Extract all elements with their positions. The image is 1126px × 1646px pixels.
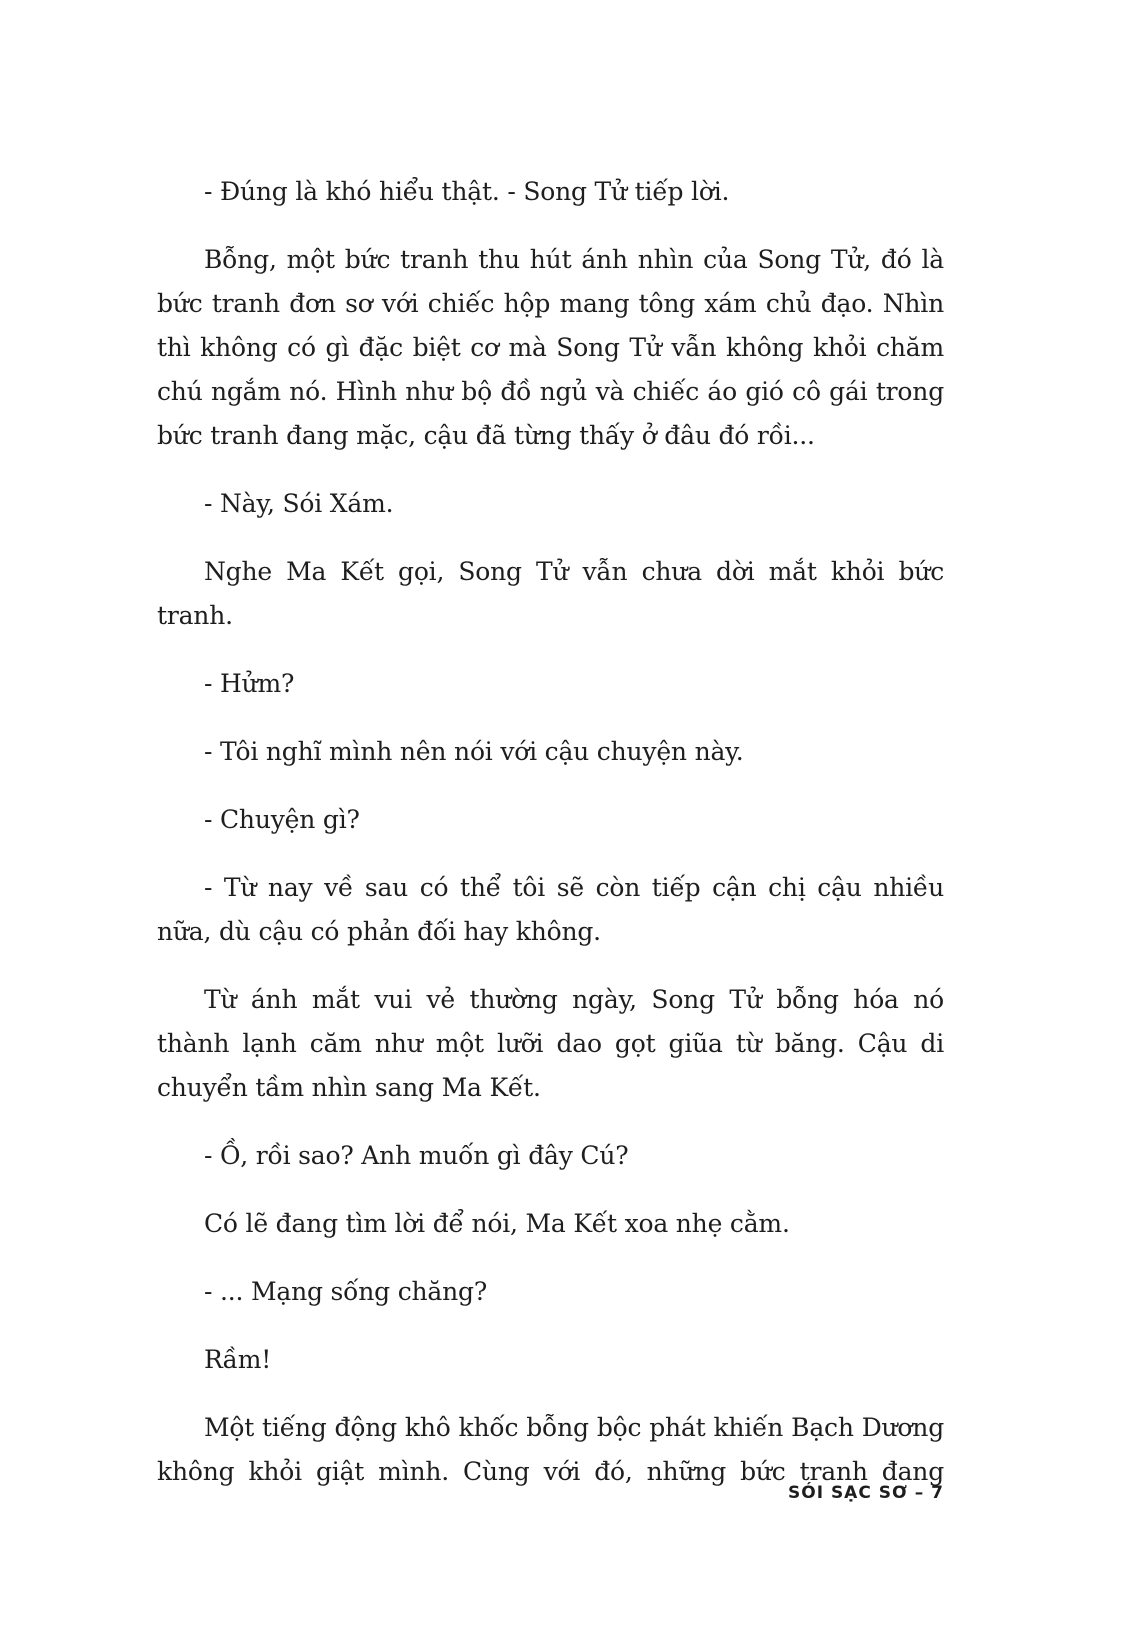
- paragraph: Bỗng, một bức tranh thu hút ánh nhìn của Song Tử, đó là bức tranh đơn sơ với chiếc hộp mang tông xám chủ đạo. Nhìn thì không có gì đặc biệt cơ mà Song Tử vẫn không khỏi chăm chú ngắm nó. Hình như bộ đồ ngủ và chiếc áo gió cô gái trong bức tranh đang mặc, cậu đã từng thấy ở đâu đó rồi...: [157, 245, 944, 450]
- paragraph: - Đúng là khó hiểu thật. - Song Tử tiếp lời.: [204, 177, 730, 206]
- body-text: [157, 170, 944, 1518]
- paragraph: - Từ nay về sau có thể tôi sẽ còn tiếp cận chị cậu nhiều nữa, dù cậu có phản đối hay không.: [157, 873, 944, 946]
- paragraph: - Này, Sói Xám.: [204, 489, 394, 518]
- paragraph: - ... Mạng sống chăng?: [204, 1277, 488, 1306]
- paragraph: Nghe Ma Kết gọi, Song Tử vẫn chưa dời mắt khỏi bức tranh.: [157, 557, 944, 630]
- paragraph: - Hửm?: [204, 669, 295, 698]
- paragraph: Từ ánh mắt vui vẻ thường ngày, Song Tử bỗng hóa nó thành lạnh căm như một lưỡi dao gọt giũa từ băng. Cậu di chuyển tầm nhìn sang Ma Kết.: [157, 985, 944, 1102]
- paragraph: Có lẽ đang tìm lời để nói, Ma Kết xoa nhẹ cằm.: [204, 1209, 790, 1238]
- paragraph: - Ồ, rồi sao? Anh muốn gì đây Cú?: [204, 1141, 629, 1170]
- paragraph: Một tiếng động khô khốc bỗng bộc phát khiến Bạch Dương không khỏi giật mình. Cùng với đó, những bức tranh đang: [157, 1413, 944, 1486]
- page-footer-running-title: SÓI SẠC SƠ – 7: [788, 1483, 944, 1503]
- paragraph: - Chuyện gì?: [204, 805, 360, 834]
- paragraph: Rầm!: [204, 1345, 272, 1374]
- paragraph: - Tôi nghĩ mình nên nói với cậu chuyện này.: [204, 737, 744, 766]
